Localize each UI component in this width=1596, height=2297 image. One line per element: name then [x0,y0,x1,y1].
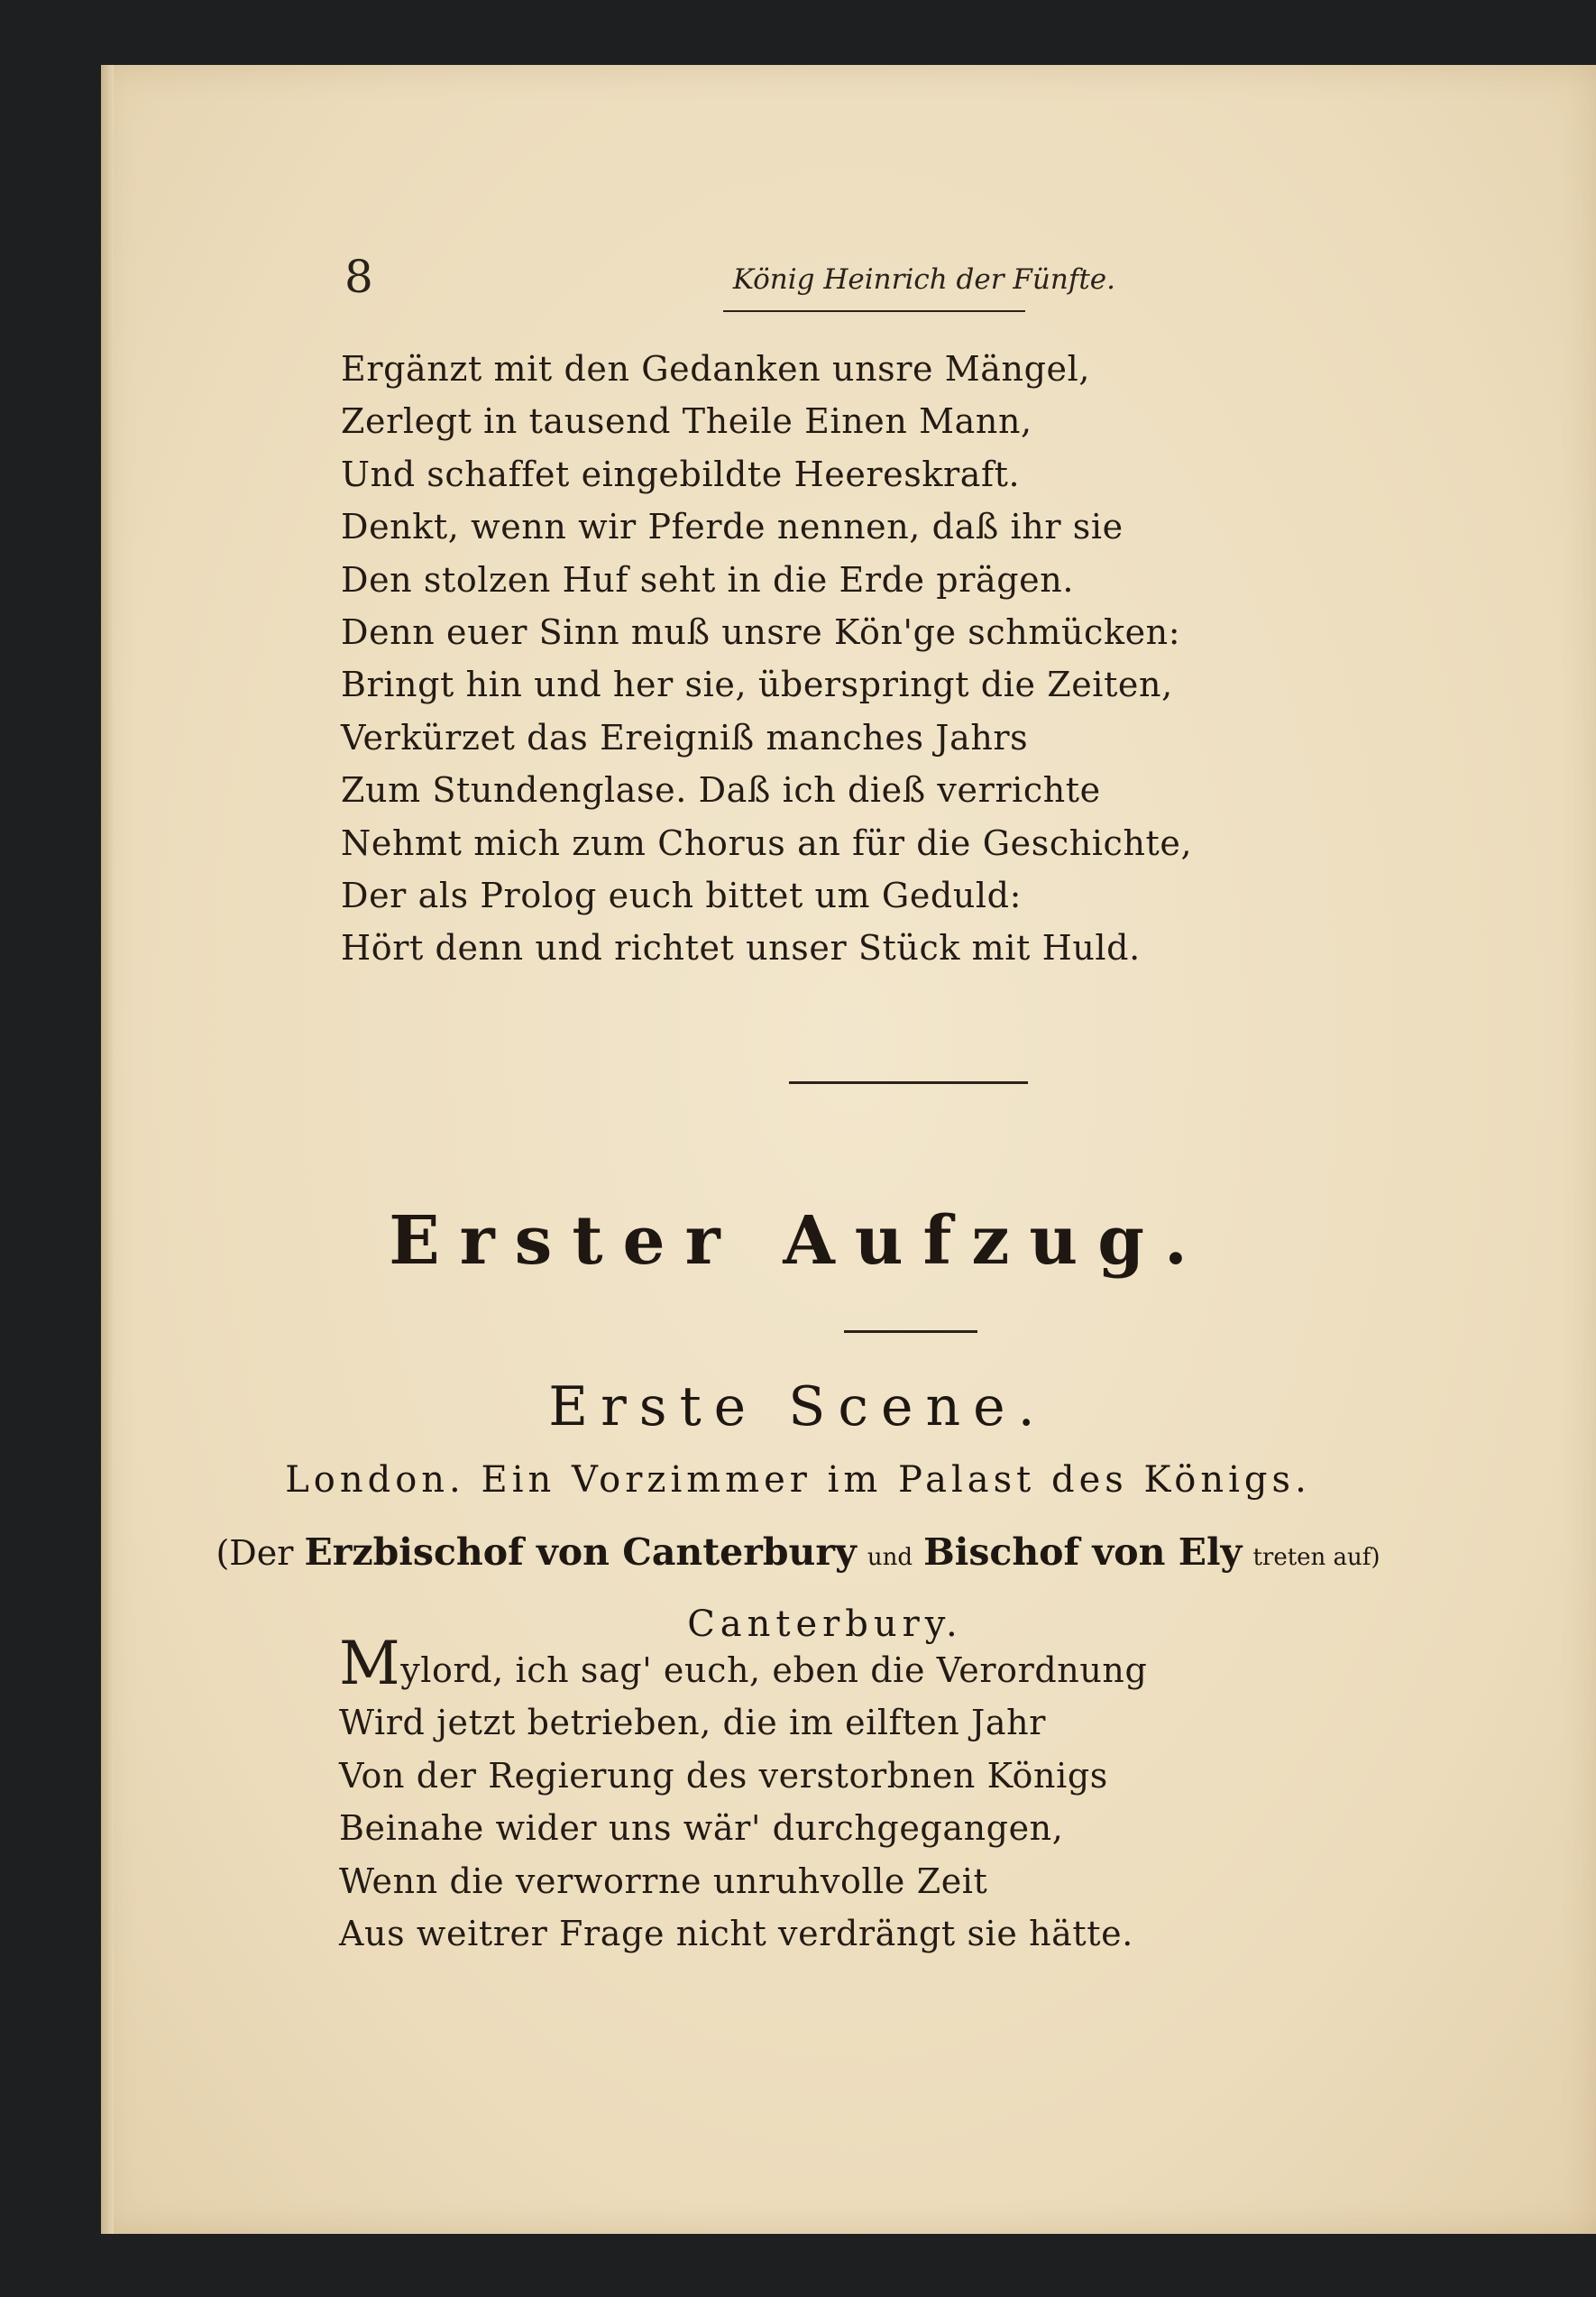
running-title-rule [723,310,1025,312]
stage-direction-conjunction: und [867,1544,913,1571]
character-name: Erzbischof von Canterbury [304,1530,857,1574]
verse-line: Zum Stundenglase. Daß ich dieß verrichte [341,770,1101,811]
verse-line: Denn euer Sinn muß unsre Kön'ge schmücken: [341,612,1181,653]
page-header [344,251,1115,314]
scene-location: London. Ein Vorzimmer im Palast des Königs. [285,1459,1311,1501]
verse-line: Der als Prolog euch bittet um Geduld: [341,876,1022,916]
speaker-name: Canterbury. [687,1603,963,1645]
verse-line: Wird jetzt betrieben, die im eilften Jahr [339,1703,1046,1743]
verse-line [339,1629,1148,1698]
page-gutter-edge [101,65,114,2234]
act-title: Erster Aufzug. [389,1202,1207,1280]
page-number: 8 [344,251,373,303]
verse-line: Nehmt mich zum Chorus an für die Geschichte, [341,822,1193,863]
verse-line: Von der Regierung des verstorbnen Königs [339,1755,1108,1796]
character-name: Bischof von Ely [923,1530,1243,1574]
speech-verse [339,1629,1148,1960]
prologue-verse [341,343,1192,975]
verse-line: Verkürzet das Ereigniß manches Jahrs [341,717,1029,758]
verse-line: Beinahe wider uns wär' durchgegangen, [339,1808,1064,1849]
verse-line: Wenn die verworrne unruhvolle Zeit [339,1861,988,1901]
act-divider [844,1330,977,1333]
stage-direction-open: (Der [216,1533,294,1573]
verse-line: Denkt, wenn wir Pferde nennen, daß ihr sie [341,507,1124,547]
verse-line: Den stolzen Huf seht in die Erde prägen. [341,559,1075,600]
verse-line: Hört denn und richtet unser Stück mit Huld. [341,928,1141,969]
verse-line: Zerlegt in tausend Theile Einen Mann, [341,401,1032,442]
verse-line: Ergänzt mit den Gedanken unsre Mängel, [341,349,1091,389]
verse-line: Aus weitrer Frage nicht verdrängt sie hätte. [339,1914,1133,1954]
drop-cap: M [339,1629,401,1698]
scene-title: Erste Scene. [548,1375,1048,1438]
running-title: König Heinrich der Fünfte. [732,263,1115,296]
verse-line: Und schaffet eingebildte Heereskraft. [341,454,1021,494]
section-divider [789,1081,1028,1084]
verse-line: Bringt hin und her sie, überspringt die Zeiten, [341,665,1173,705]
verse-line-text: ylord, ich sag' euch, eben die Verordnung [400,1650,1148,1690]
stage-direction [0,1530,1596,1574]
stage-direction-close: treten auf) [1252,1544,1380,1571]
